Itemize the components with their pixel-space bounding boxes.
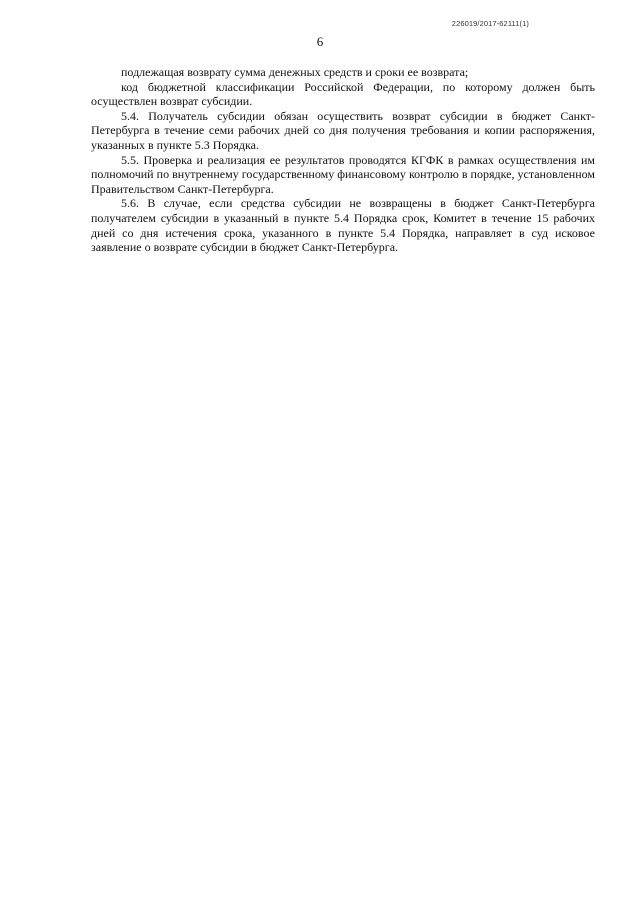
paragraph-5-4: 5.4. Получатель субсидии обязан осуществить возврат субсидии в бюджет Санкт-Петербурга в течение семи рабочих дней со дня получения требования и копии распоряжения, указанных в пункте 5.3 Порядка. bbox=[91, 108, 595, 152]
document-id: 226019/2017-62111(1) bbox=[451, 19, 529, 28]
page-number: 6 bbox=[316, 34, 324, 49]
paragraph-refund-amount: подлежащая возврату сумма денежных средств и сроки ее возврата; bbox=[121, 65, 469, 79]
paragraph-5-5: 5.5. Проверка и реализация ее результатов проводятся КГФК в рамках осуществления им полномочий по внутреннему государственному финансовому контролю в порядке, установленном Правительством Санкт-Петербурга. bbox=[91, 152, 595, 196]
paragraph-5-6: 5.6. В случае, если средства субсидии не возвращены в бюджет Санкт-Петербурга получателем субсидии в указанный в пункте 5.4 Порядка срок, Комитет в течение 15 рабочих дней со дня истечения срока, указанного в пункте 5.4 Порядка, направляет в суд исковое заявление о возврате субсидии в бюджет Санкт-Петербурга. bbox=[91, 196, 595, 255]
paragraph-budget-code: код бюджетной классификации Российской Федерации, по которому должен быть осуществлен возврат субсидии. bbox=[91, 79, 595, 109]
document-body bbox=[91, 65, 595, 255]
